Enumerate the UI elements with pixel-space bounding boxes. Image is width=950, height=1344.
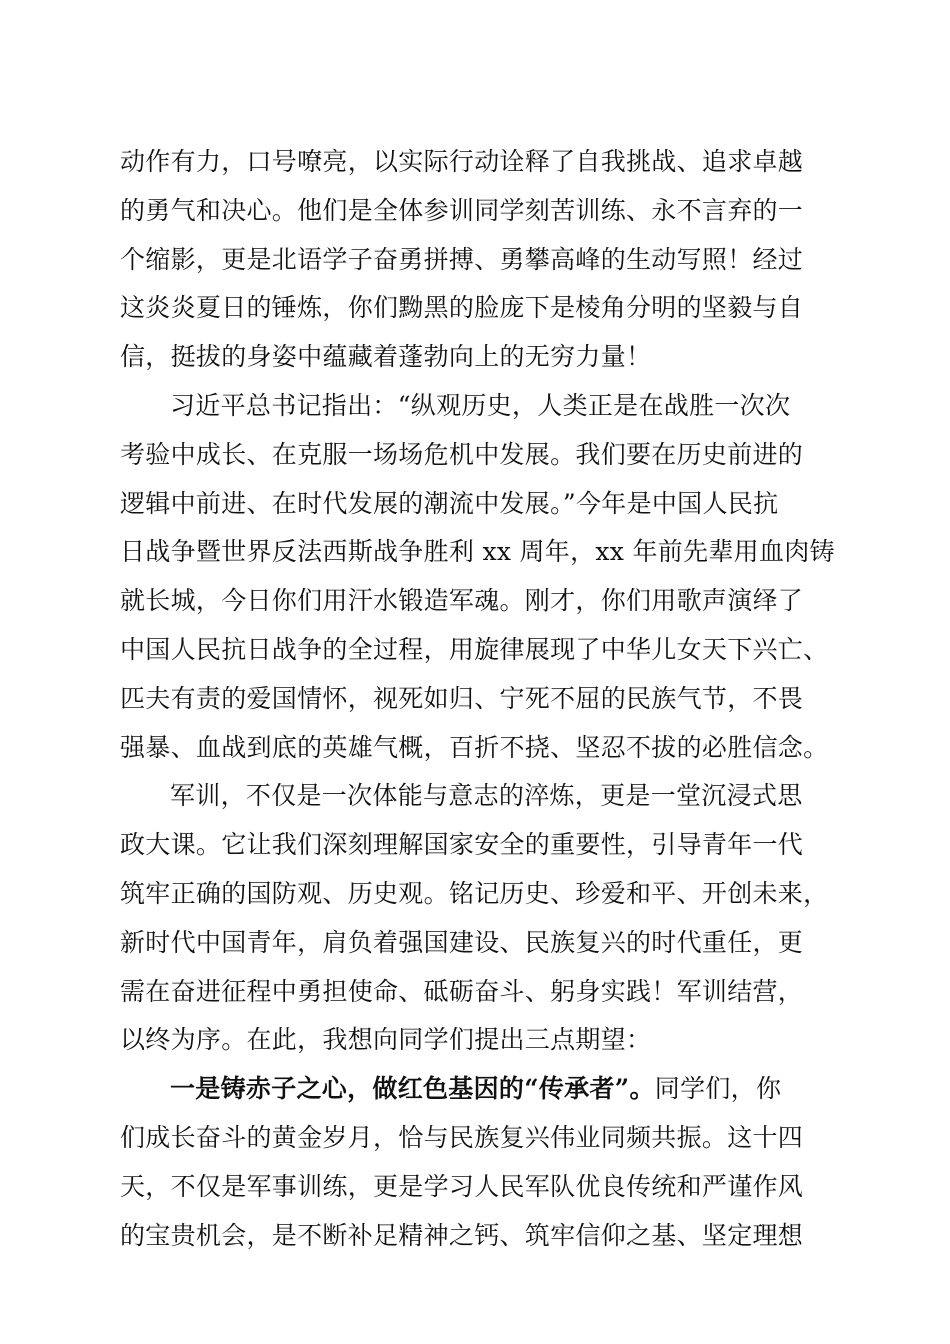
section-heading: 一是铸赤子之心，做红色基因的“传承者”。 (170, 1074, 655, 1104)
text-line: 日战争暨世界反法西斯战争胜利 xx 周年，xx 年前先辈用血肉铸 (120, 537, 835, 567)
text-line: 逻辑中前进、在时代发展的潮流中发展。”今年是中国人民抗 (120, 488, 779, 518)
text-line: 新时代中国青年，肩负着强国建设、民族复兴的时代重任，更 (120, 927, 804, 957)
body-text (120, 138, 835, 1260)
paragraph-start-line: 军训，不仅是一次体能与意志的淬炼，更是一堂沉浸式思 (170, 781, 803, 811)
text-line: 天，不仅是军事训练，更是学习人民军队优良传统和严谨作风 (120, 1171, 804, 1201)
text-line: 匹夫有责的爱国情怀，视死如归、宁死不屈的民族气节，不畏 (120, 683, 804, 713)
text-line: 政大课。它让我们深刻理解国家安全的重要性，引导青年一代 (120, 830, 804, 860)
text-line: 动作有力，口号嘹亮，以实际行动诠释了自我挑战、追求卓越 (120, 147, 804, 176)
text-line: 以终为序。在此，我想向同学们提出三点期望： (120, 1025, 652, 1055)
text-line: 中国人民抗日战争的全过程，用旋律展现了中华儿女天下兴亡、 (120, 634, 829, 664)
text-line: 们成长奋斗的黄金岁月，恰与民族复兴伟业同频共振。这十四 (120, 1122, 804, 1152)
text-line: 的勇气和决心。他们是全体参训同学刻苦训练、永不言弃的一 (120, 195, 804, 225)
text-line: 这炎炎夏日的锤炼，你们黝黑的脸庞下是棱角分明的坚毅与自 (120, 293, 804, 323)
text-line: 个缩影，更是北语学子奋勇拼搏、勇攀高峰的生动写照！经过 (120, 244, 804, 274)
text-line: 就长城，今日你们用汗水锻造军魂。刚才，你们用歌声演绎了 (120, 586, 804, 616)
text-line: 需在奋进征程中勇担使命、砥砺奋斗、躬身实践！军训结营， (120, 976, 804, 1006)
text-line: 强暴、血战到底的英雄气概，百折不挠、坚忍不拔的必胜信念。 (120, 732, 829, 762)
text-line: 的宝贵机会，是不断补足精神之钙、筑牢信仰之基、坚定理想 (120, 1220, 804, 1250)
text-line: 考验中成长、在克服一场场危机中发展。我们要在历史前进的 (120, 439, 804, 469)
text-line: 信，挺拔的身姿中蕴藏着蓬勃向上的无穷力量！ (120, 342, 652, 372)
paragraph-start-line: 习近平总书记指出：“纵观历史，人类正是在战胜一次次 (170, 390, 791, 420)
text-line: 筑牢正确的国防观、历史观。铭记历史、珍爱和平、开创未来， (120, 878, 829, 908)
heading-line (120, 1065, 832, 1114)
heading-line-tail: 同学们，你 (654, 1074, 782, 1104)
